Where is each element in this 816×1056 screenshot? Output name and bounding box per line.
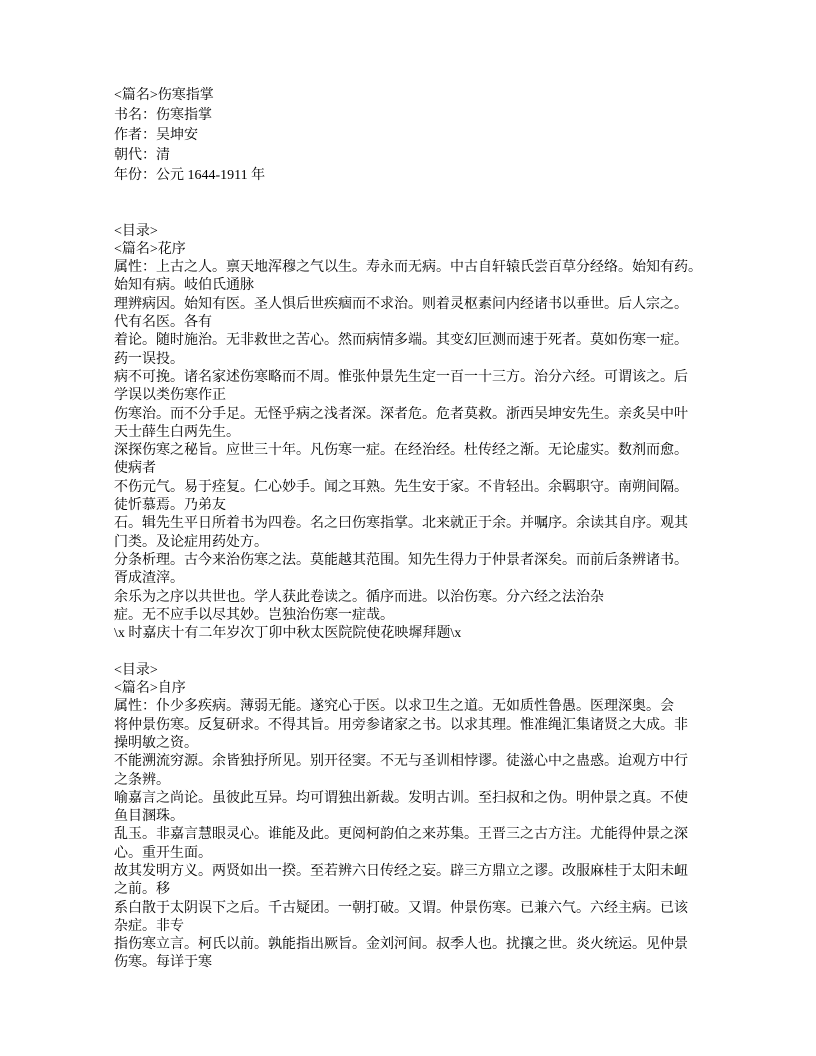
text-line: 深探伤寒之秘旨。应世三十年。凡伤寒一症。在经治经。杜传经之渐。无论虚实。数剂而愈。 (114, 443, 688, 459)
chapter-title: <篇名>自序 (114, 681, 186, 697)
text-line: 余乐为之序以共世也。学人获此卷读之。循序而进。以治伤寒。分六经之法治杂 (114, 589, 604, 605)
blank-line (114, 643, 766, 661)
text-line: 胥成渣滓。 (114, 571, 184, 587)
document-text (114, 86, 766, 973)
header-block (114, 86, 766, 186)
text-line: 伤寒。每详于寒 (114, 955, 212, 971)
text-line: 不伤元气。易于痊复。仁心妙手。闻之耳熟。先生安于家。不肯轻出。余羁职守。南朔间隔。 (114, 479, 688, 495)
text-line: 学误以类伤寒作正 (114, 388, 226, 404)
text-line: 不能溯流穷源。余皆独抒所见。别开径窦。不无与圣训相悖谬。徒滋心中之蛊惑。迨观方中行 (114, 754, 688, 770)
text-line: 理辨病因。始知有医。圣人惧后世疾痼而不求治。则着灵枢素问内经诸书以垂世。后人宗之。 (114, 296, 688, 312)
text-line: 杂症。非专 (114, 918, 184, 934)
text-line: 伤寒治。而不分手足。无怪乎病之浅者深。深者危。危者莫救。浙西吴坤安先生。亲炙吴中叶 (114, 406, 688, 422)
text-line: 症。无不应手以尽其妙。岂独治伤寒一症哉。 (114, 607, 394, 623)
header-line: 作者：吴坤安 (114, 128, 198, 143)
toc-tag: <目录> (114, 223, 158, 239)
text-line: 天士薛生白两先生。 (114, 424, 240, 440)
header-line: 朝代：清 (114, 148, 170, 163)
text-line: 故其发明方义。两贤如出一揆。至若辨六日传经之妄。辟三方鼎立之谬。改服麻桂于太阳未衄 (114, 863, 688, 879)
text-line: 系白散于太阴误下之后。千古疑团。一朝打破。又谓。仲景伤寒。已兼六气。六经主病。已该 (114, 900, 688, 916)
text-line: 着论。随时施治。无非救世之苦心。然而病情多端。其变幻叵测而速于死者。莫如伤寒一症。 (114, 333, 688, 349)
text-line: 使病者 (114, 461, 156, 477)
text-line: 之前。移 (114, 882, 170, 898)
text-line: 乱玉。非嘉言慧眼灵心。谁能及此。更阅柯韵伯之来苏集。王晋三之古方注。尤能得仲景之深 (114, 827, 688, 843)
sections (114, 204, 766, 972)
header-line: <篇名>伤寒指掌 (114, 88, 214, 103)
toc-tag: <目录> (114, 662, 158, 678)
text-line: 将仲景伤寒。反复研求。不得其旨。用旁参诸家之书。以求其理。惟准绳汇集诸贤之大成。非 (114, 717, 688, 733)
text-line: 操明敏之资。 (114, 735, 198, 751)
text-line: 药一误投。 (114, 351, 184, 367)
chapter-title: <篇名>花序 (114, 241, 186, 257)
text-line: 喻嘉言之尚论。虽彼此互异。均可谓独出新裁。发明古训。至扫叔和之伪。明仲景之真。不使 (114, 790, 688, 806)
text-line: 心。重开生面。 (114, 845, 212, 861)
text-line: 分条析理。古今来治伤寒之法。莫能越其范围。知先生得力于仲景者深矣。而前后条辨诸书。 (114, 552, 688, 568)
text-line: 病不可挽。诸名家述伤寒略而不周。惟张仲景先生定一百一十三方。治分六经。可谓该之。后 (114, 369, 688, 385)
text-line: 代有名医。各有 (114, 315, 212, 331)
blank-line (114, 186, 766, 204)
text-line: 石。辑先生平日所着书为四卷。名之曰伤寒指掌。北来就正于余。并嘱序。余读其自序。观其 (114, 516, 688, 532)
blank-line (114, 204, 766, 222)
text-line: 属性：上古之人。禀天地浑穆之气以生。寿永而无病。中古自轩辕氏尝百草分经络。始知有药。 (114, 260, 702, 276)
text-line: 门类。及论症用药处方。 (114, 534, 268, 550)
text-line: 徒忻慕焉。乃弟友 (114, 498, 226, 514)
header-line: 年份：公元 1644-1911 年 (114, 168, 266, 183)
header-line: 书名：伤寒指掌 (114, 108, 212, 123)
text-line: 指伤寒立言。柯氏以前。孰能指出厥旨。金刘河间。叔季人也。扰攘之世。炎火统运。见仲景 (114, 937, 688, 953)
text-line: \x 时嘉庆十有二年岁次丁卯中秋太医院院使花映墀拜题\x (114, 626, 462, 642)
text-line: 之条辨。 (114, 772, 170, 788)
text-line: 鱼目溷珠。 (114, 809, 184, 825)
text-line: 属性：仆少多疾病。薄弱无能。遂究心于医。以求卫生之道。无如质性鲁愚。医理深奥。会 (114, 699, 674, 715)
text-line: 始知有病。岐伯氏通脉 (114, 278, 254, 294)
